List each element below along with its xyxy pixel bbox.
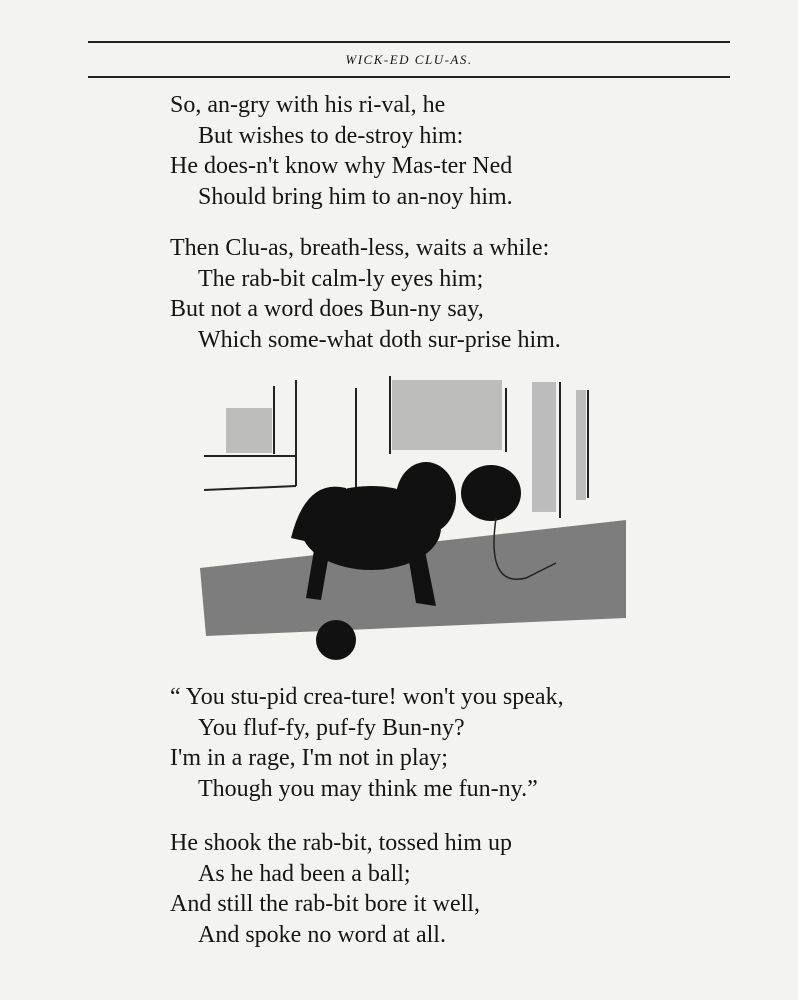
illustration-dog-with-rabbit [196,368,632,668]
verse-line: The rab-bit calm-ly eyes him; [198,265,484,292]
running-head: WICK-ED CLU-AS. [345,52,473,67]
verse-line: He does-n't know why Mas-ter Ned [170,153,513,179]
verse-line: But not a word does Bun-ny say, [170,296,484,322]
top-rule [88,41,730,43]
verse-line: But wishes to de-stroy him: [198,122,464,149]
verse-line: “ You stu-pid crea-ture! won't you speak, [170,684,564,710]
verse-line: I'm in a rage, I'm not in play; [170,745,448,771]
verse-line: And still the rab-bit bore it well, [170,891,480,917]
stanza-1 [170,90,513,212]
verse-line: Though you may think me fun-ny.” [198,775,538,802]
stanza-3 [170,682,564,804]
stanza-2 [170,233,561,355]
verse-line: Then Clu-as, breath-less, waits a while: [170,235,550,261]
verse-line: Which some-what doth sur-prise him. [198,326,561,353]
ball [316,620,356,660]
verse-line: You fluf-fy, puf-fy Bun-ny? [198,714,465,741]
verse-line: So, an-gry with his ri-val, he [170,92,446,118]
stanza-4 [170,828,512,950]
verse-line: Should bring him to an-noy him. [198,183,513,210]
verse-line: And spoke no word at all. [198,921,446,948]
verse-line: He shook the rab-bit, tossed him up [170,830,512,856]
verse-line: As he had been a ball; [198,860,411,887]
header-rule [88,76,730,78]
